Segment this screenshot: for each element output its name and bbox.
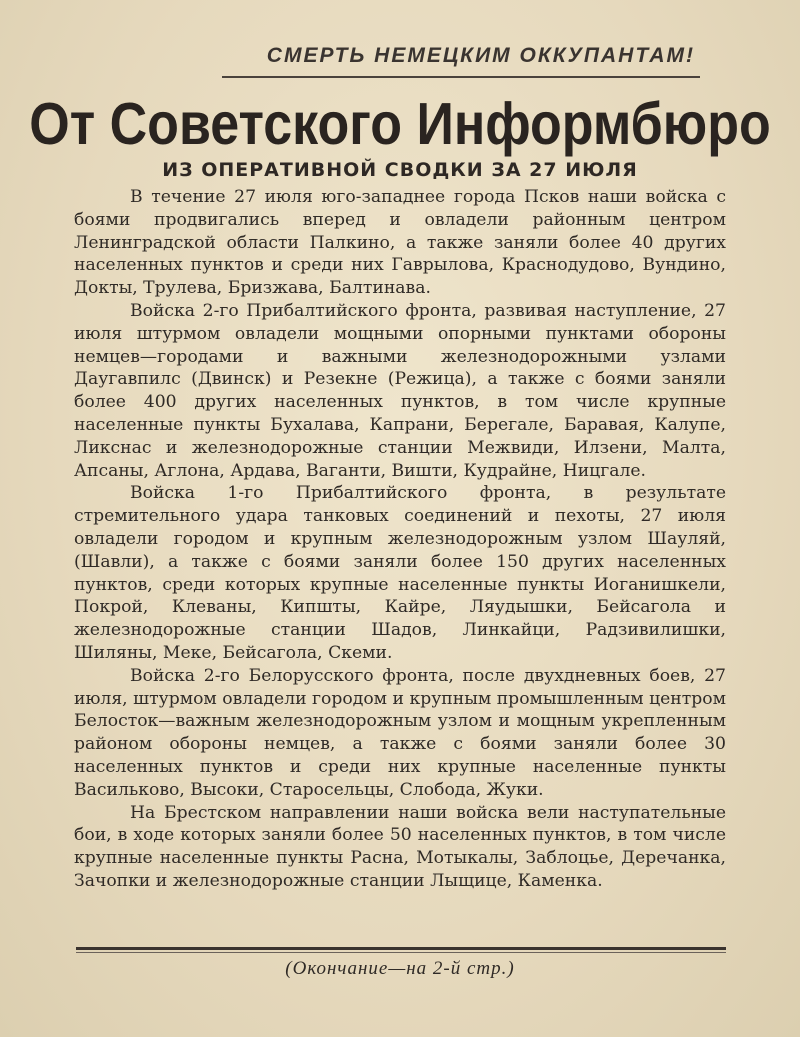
headline: От Советского Информбюро [29, 91, 771, 158]
subheadline: ИЗ ОПЕРАТИВНОЙ СВОДКИ ЗА 27 ИЮЛЯ [162, 159, 638, 181]
slogan: СМЕРТЬ НЕМЕЦКИМ ОККУПАНТАМ! [266, 44, 695, 67]
article-body [74, 186, 726, 893]
continuation-note: (Окончание—на 2-й стр.) [285, 958, 515, 979]
paragraph: В течение 27 июля юго-западнее города Псков наши войска с боями продвигались вперед и овладели районным центром Ленинградской области Палкино, а также заняли более 40 других населенных пунктов и среди них Гаврылова, Краснодудово, Вундино, Докты, Трулева, Бризжава, Балтинава. [74, 187, 726, 299]
top-rule [222, 76, 700, 78]
paragraph: Войска 2-го Белорусского фронта, после двухдневных боев, 27 июля, штурмом овладели городом и крупным промышленным центром Белосток—важным железнодорожным узлом и мощным укрепленным районом обороны немцев, а также с боями заняли более 30 населенных пунктов и среди них крупные населенные пункты Васильково, Высоки, Старосельцы, Слобода, Жуки. [74, 665, 726, 800]
paragraph: Войска 2-го Прибалтийского фронта, развивая наступление, 27 июля штурмом овладели мощными опорными пунктами обороны немцев—городами и важными железнодорожными узлами Даугавпилс (Двинск) и Резекне (Режица), а также с боями заняли более 400 других населенных пунктов, в том числе крупные населенные пункты Бухалава, Капрани, Берегале, Баравая, Калупе, Ликснас и железнодорожные станции Межвиди, Илзени, Малта, Апсаны, Аглона, Ардава, Ваганти, Вишти, Кудрайне, Ницгале. [74, 300, 726, 481]
bottom-rule-thin [76, 952, 726, 953]
paragraph: Войска 1-го Прибалтийского фронта, в результате стремительного удара танковых соединений и пехоты, 27 июля овладели городом и крупным железнодорожным узлом Шауляй, (Шавли), а также с боями заняли более 150 других населенных пунктов, среди которых крупные населенные пункты Иоганишкели, Покрой, Клеваны, Кипшты, Кайре, Ляудышки, Бейсагола и железнодорожные станции Шадов, Линкайци, Радзивилишки, Шиляны, Меке, Бейсагола, Скеми. [74, 483, 726, 663]
paragraph: На Брестском направлении наши войска вели наступательные бои, в ходе которых заняли более 50 населенных пунктов, в том числе крупные населенные пункты Расна, Мотыкалы, Заблоцье, Деречанка, Зачопки и железнодорожные станции Лыщице, Каменка. [74, 802, 726, 891]
bottom-rule [76, 947, 726, 950]
